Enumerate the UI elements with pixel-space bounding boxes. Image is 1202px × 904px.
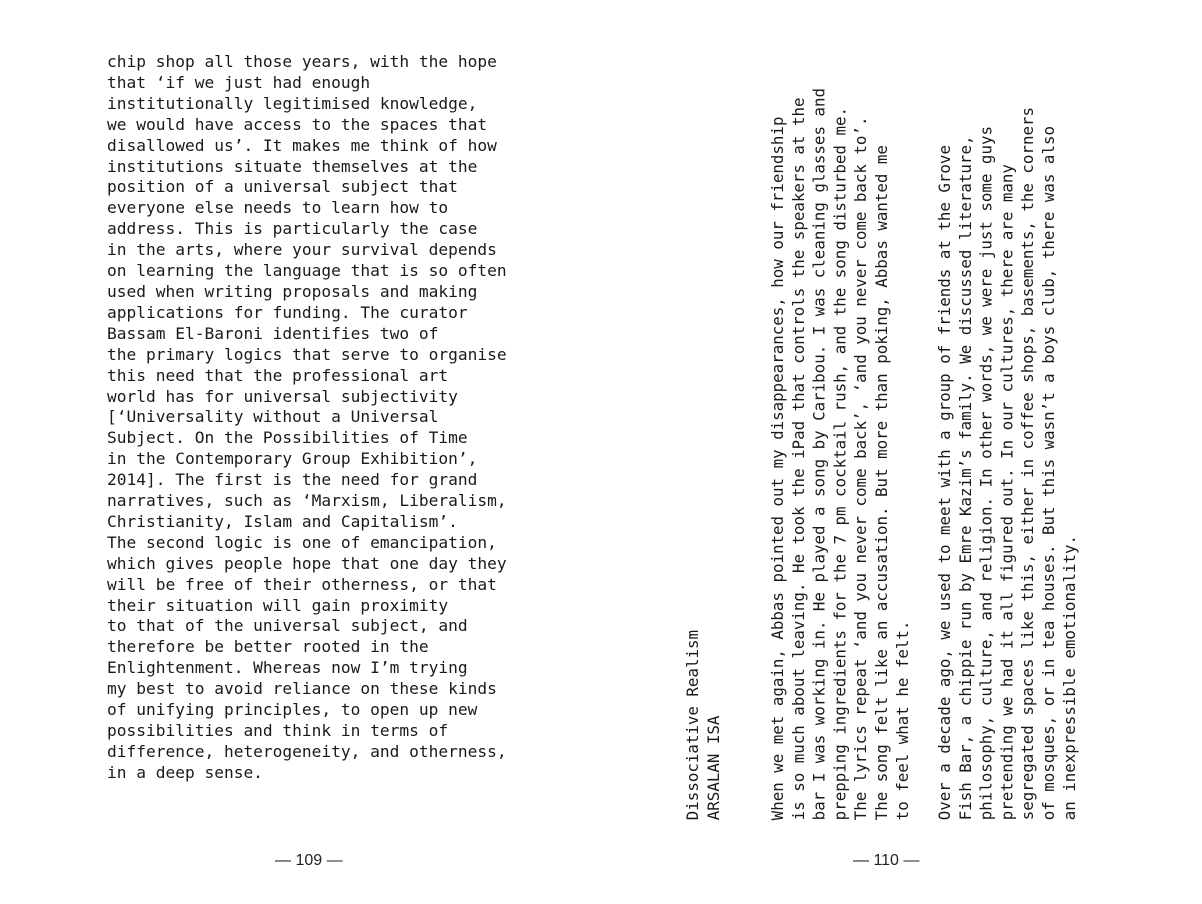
text-line: disallowed us’. It makes me think of how — [107, 135, 497, 155]
text-line: Fish Bar, a chippie run by Emre Kazim’s family. We discussed literature, — [955, 135, 975, 820]
text-line: of unifying principles, to open up new — [107, 700, 478, 720]
text-line: segregated spaces like this, either in coffee shops, basements, the corners — [1018, 106, 1038, 820]
text-line: institutions situate themselves at the — [107, 156, 478, 176]
text-line: which gives people hope that one day they — [107, 553, 507, 573]
article-title-block — [683, 630, 725, 820]
text-line: The song felt like an accusation. But more than poking, Abbas wanted me — [871, 144, 891, 820]
text-line: Subject. On the Possibilities of Time — [107, 428, 468, 448]
text-line: position of a universal subject that — [107, 177, 458, 197]
text-line: this need that the professional art — [107, 365, 449, 385]
text-line: Bassam El-Baroni identifies two of — [107, 323, 439, 343]
text-line: Enlightenment. Whereas now I’m trying — [107, 658, 468, 678]
text-line: in the Contemporary Group Exhibition’, — [107, 449, 478, 469]
text-line: possibilities and think in terms of — [107, 721, 449, 740]
text-line: everyone else needs to learn how to — [107, 198, 449, 218]
text-line: Christianity, Islam and Capitalism’. — [107, 511, 458, 531]
text-line: The lyrics repeat ‘and you never come back’, ‘and you never come back to’. — [851, 116, 871, 820]
text-line: an inexpressible emotionality. — [1059, 534, 1079, 820]
text-line: 2014]. The first is the need for grand — [107, 470, 478, 490]
text-line: my best to avoid reliance on these kinds — [107, 679, 497, 699]
text-line: to feel what he felt. — [892, 620, 912, 820]
text-line: chip shop all those years, with the hope — [107, 52, 497, 71]
text-line: the primary logics that serve to organise — [107, 344, 507, 364]
text-line: bar I was working in. He played a song by Caribou. I was cleaning glasses and — [809, 87, 829, 820]
right-page-paragraph-2 — [935, 107, 1081, 820]
left-page-body-text — [107, 52, 547, 784]
text-line: Over a decade ago, we used to meet with a group of friends at the Grove — [935, 144, 954, 820]
text-line: in the arts, where your survival depends — [107, 240, 497, 260]
text-line: philosophy, culture, and religion. In other words, we were just some guys — [976, 125, 996, 820]
text-line: we would have access to the spaces that — [107, 114, 488, 134]
text-line: used when writing proposals and making — [107, 281, 478, 301]
text-line: pretending we had it all figured out. In our cultures, there are many — [997, 163, 1017, 820]
text-line: on learning the language that is so often — [107, 261, 507, 281]
text-line: narratives, such as ‘Marxism, Liberalism, — [107, 491, 507, 511]
title-line: Dissociative Realism — [683, 629, 702, 820]
text-line: their situation will gain proximity — [107, 595, 449, 615]
text-line: When we met again, Abbas pointed out my disappearances, how our friendship — [768, 116, 787, 820]
title-line: ARSALAN ISA — [703, 715, 723, 820]
text-line: address. This is particularly the case — [107, 219, 478, 239]
text-line: applications for funding. The curator — [107, 302, 468, 322]
text-line: will be free of their otherness, or that — [107, 574, 497, 594]
text-line: therefore be better rooted in the — [107, 637, 429, 657]
text-line: difference, heterogeneity, and otherness, — [107, 741, 507, 761]
right-page-paragraph-1 — [768, 88, 914, 820]
text-line: to that of the universal subject, and — [107, 616, 468, 636]
page-number-right: — 110 — — [853, 852, 920, 869]
text-line: institutionally legitimised knowledge, — [107, 93, 478, 113]
text-line: prepping ingredients for the 7 pm cocktail rush, and the song disturbed me. — [830, 106, 850, 820]
text-line: of mosques, or in tea houses. But this wasn’t a boys club, there was also — [1038, 125, 1058, 820]
text-line: that ‘if we just had enough — [107, 72, 371, 92]
text-line: is so much about leaving. He took the iPad that controls the speakers at the — [788, 97, 808, 820]
text-line: world has for universal subjectivity — [107, 386, 458, 406]
text-line: The second logic is one of emancipation, — [107, 532, 497, 552]
text-line: in a deep sense. — [107, 762, 263, 782]
page-number-left: — 109 — — [275, 852, 343, 869]
text-line: [‘Universality without a Universal — [107, 407, 439, 427]
